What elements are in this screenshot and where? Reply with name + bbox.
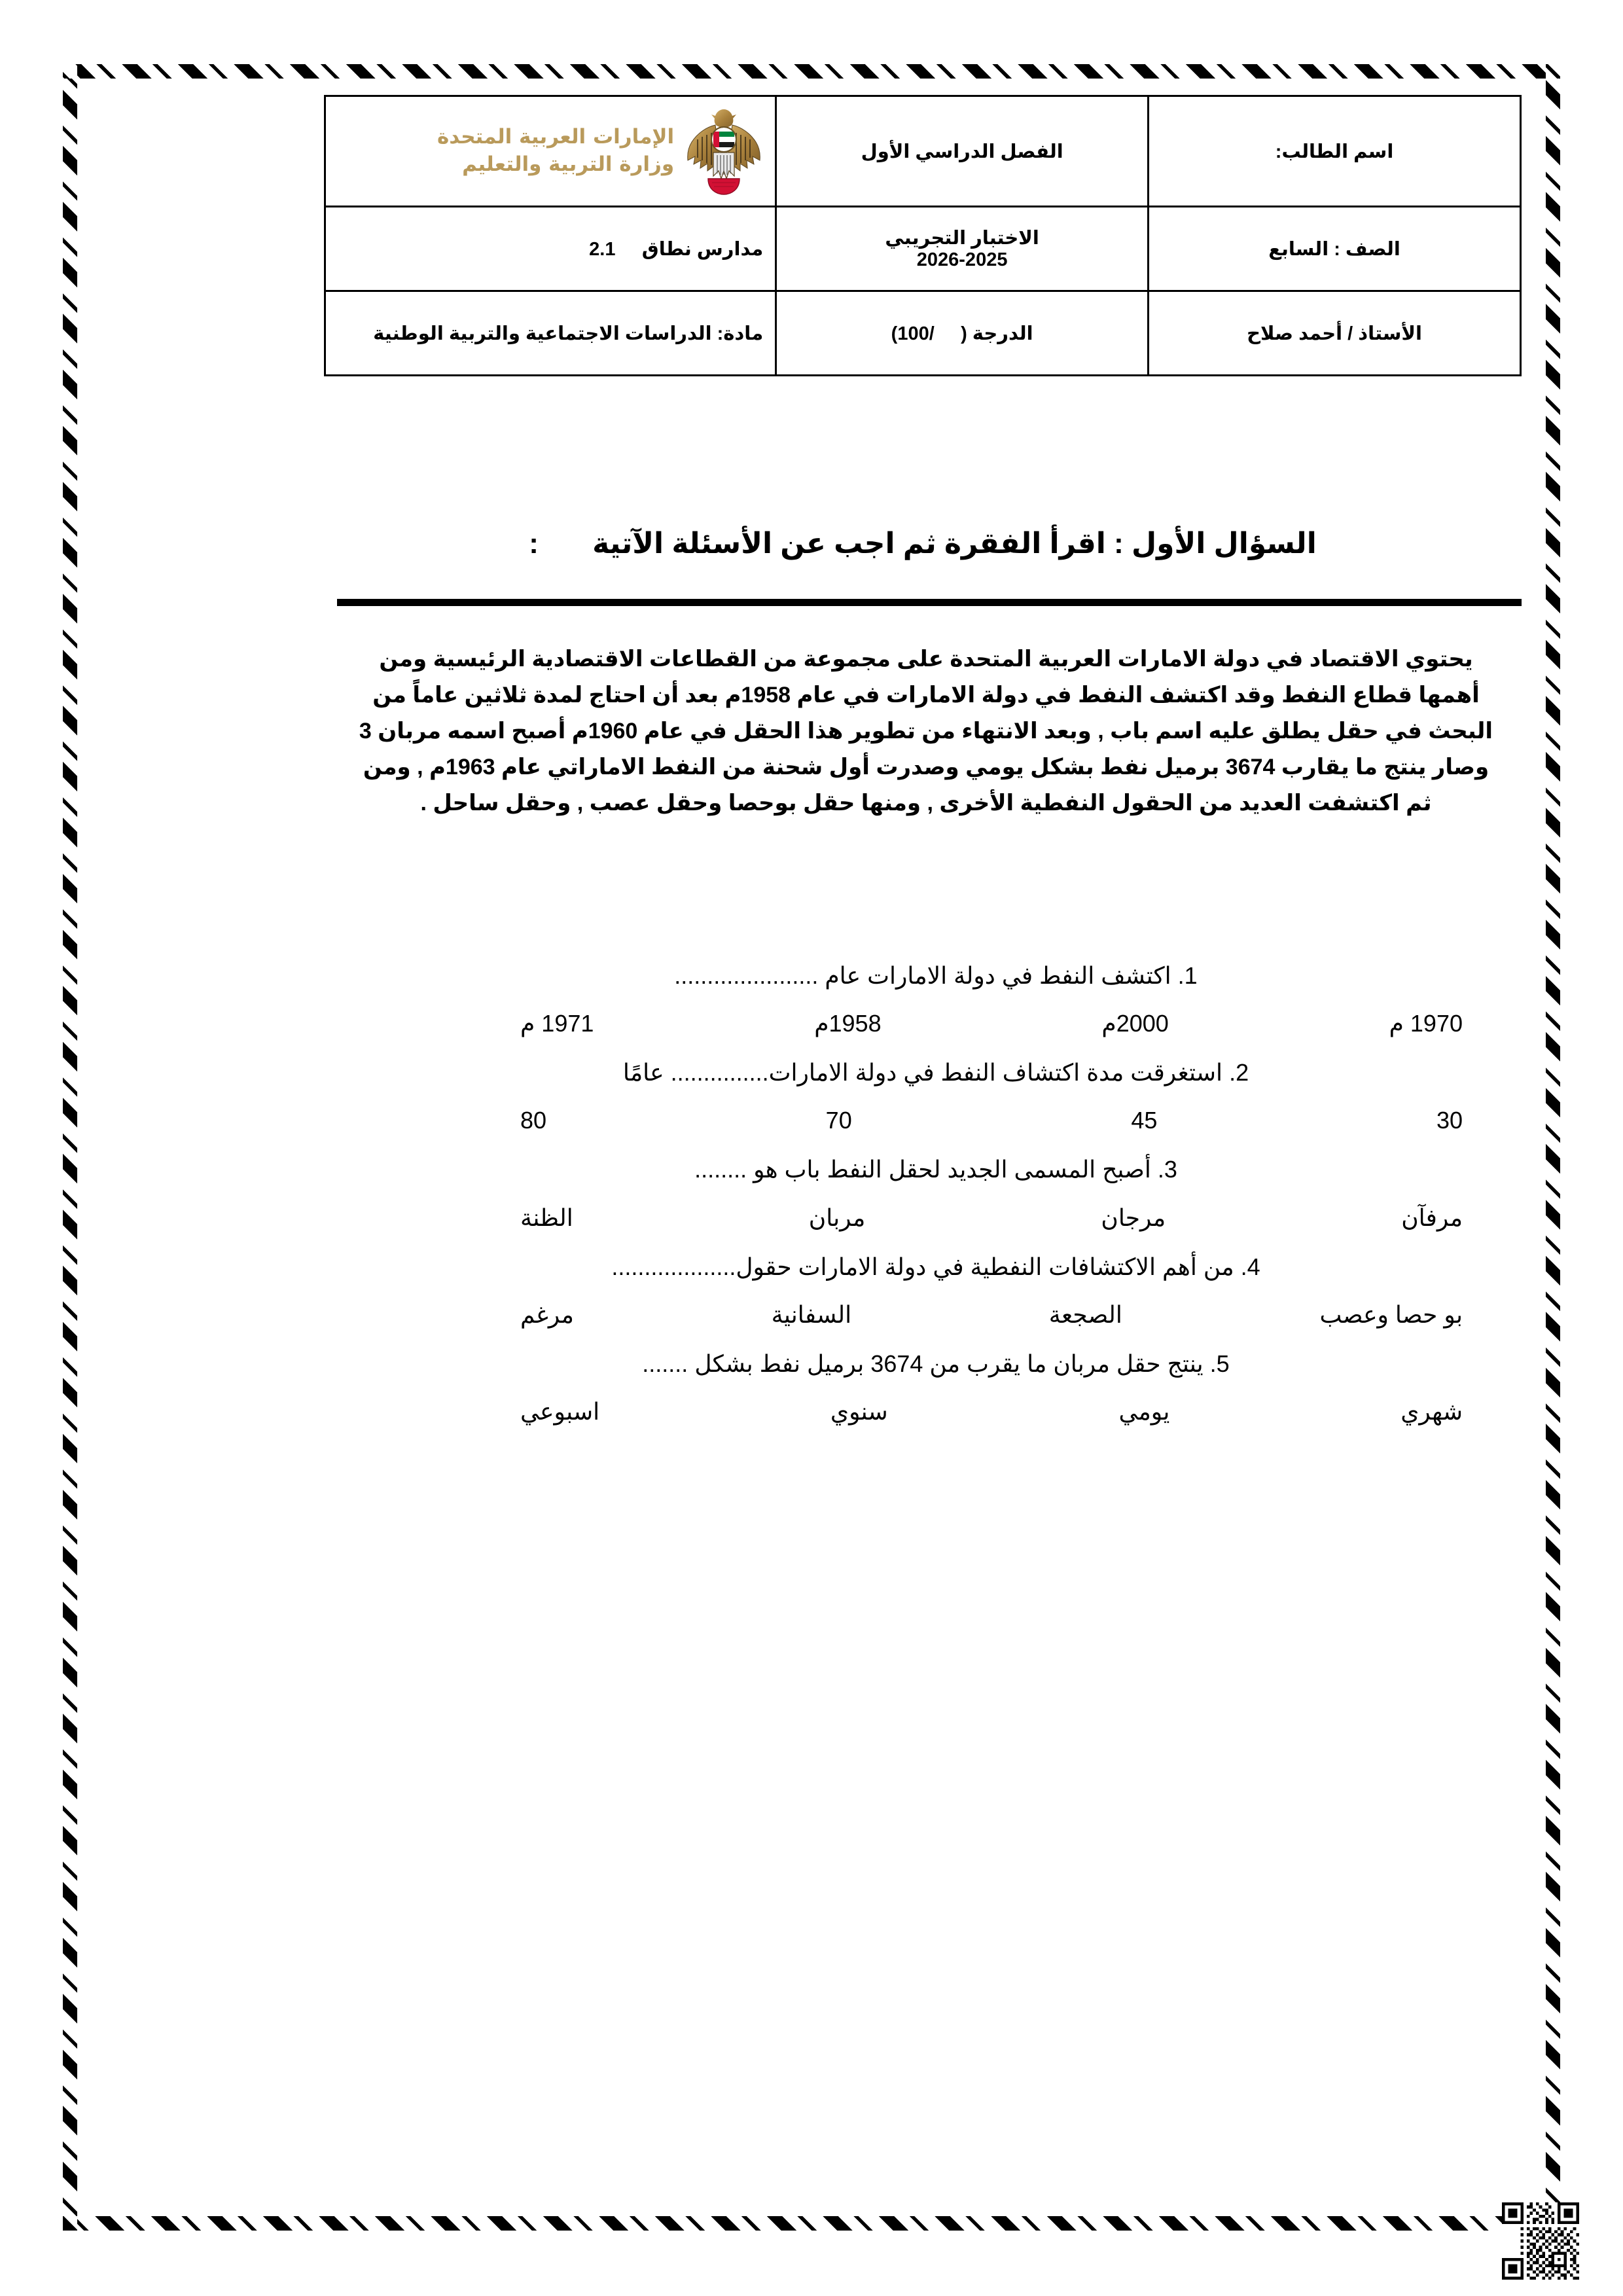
- question-item: [344, 1153, 1502, 1238]
- question-text: [344, 1153, 1502, 1187]
- grade-label: الصف :: [1334, 238, 1400, 260]
- question-body: استغرقت مدة اكتشاف النفط في دولة الامارات............... عامًا: [622, 1059, 1223, 1086]
- option-choice[interactable]: اسبوعي: [520, 1397, 600, 1425]
- grade-value: السابع: [1268, 238, 1329, 260]
- question-number: 4.: [1240, 1253, 1260, 1280]
- question-number: 5.: [1209, 1350, 1230, 1377]
- question-number: 1.: [1177, 962, 1198, 989]
- option-choice[interactable]: 30: [1436, 1107, 1463, 1134]
- section-title: [324, 527, 1522, 560]
- question-body: اكتشف النفط في دولة الامارات عام ......................: [674, 962, 1171, 989]
- option-choice[interactable]: سنوي: [830, 1397, 888, 1425]
- header-row-3: [325, 291, 1521, 376]
- question-text: [344, 1250, 1502, 1284]
- mark-label: الدرجة (: [961, 323, 1033, 344]
- school-zone-cell: [325, 207, 776, 291]
- exam-name-cell: [776, 207, 1149, 291]
- question-text: [344, 1056, 1502, 1090]
- question-options: [344, 1187, 1502, 1238]
- ministry-logo-cell: [325, 96, 776, 207]
- semester-cell: [776, 96, 1149, 207]
- subject-cell: [325, 291, 776, 376]
- teacher-cell: [1149, 291, 1521, 376]
- option-choice[interactable]: 1970 م: [1389, 1010, 1463, 1037]
- question-text: [344, 1347, 1502, 1381]
- option-choice[interactable]: الظنة: [520, 1204, 573, 1231]
- question-item: [344, 1250, 1502, 1335]
- question-item: [344, 959, 1502, 1044]
- question-options: [344, 993, 1502, 1044]
- option-choice[interactable]: 80: [520, 1107, 547, 1134]
- student-name-label: اسم الطالب:: [1275, 141, 1394, 162]
- option-choice[interactable]: مربان: [808, 1204, 866, 1231]
- option-choice[interactable]: مرفآن: [1401, 1204, 1463, 1231]
- uae-falcon-emblem-icon: [685, 105, 763, 197]
- academic-year-label: 2026-2025: [916, 249, 1008, 270]
- header-row-1: [325, 96, 1521, 207]
- school-zone-text: [338, 238, 763, 260]
- section-title-rule: [337, 599, 1522, 606]
- student-name-cell: [1149, 96, 1521, 207]
- question-options: [344, 1090, 1502, 1141]
- question-options: [344, 1284, 1502, 1335]
- ministry-logo: [338, 105, 763, 197]
- grade-cell: [1149, 207, 1521, 291]
- option-choice[interactable]: 70: [825, 1107, 852, 1134]
- mark-cell: [776, 291, 1149, 376]
- option-choice[interactable]: السفانية: [771, 1300, 852, 1328]
- option-choice[interactable]: 1971 م: [520, 1010, 594, 1037]
- option-choice[interactable]: 45: [1131, 1107, 1158, 1134]
- school-zone-label: مدارس نطاق: [641, 238, 764, 260]
- question-options: [344, 1381, 1502, 1432]
- header-row-2: [325, 207, 1521, 291]
- option-choice[interactable]: يومي: [1118, 1397, 1170, 1425]
- ministry-logo-line-1: الإمارات العربية المتحدة: [437, 125, 675, 149]
- option-choice[interactable]: مرجان: [1101, 1204, 1166, 1231]
- exam-header-table: [324, 95, 1522, 376]
- option-choice[interactable]: مرغم: [520, 1300, 574, 1328]
- option-choice[interactable]: شهري: [1400, 1397, 1463, 1425]
- section-title-colon: :: [529, 528, 539, 560]
- semester-label: الفصل الدراسي الأول: [861, 141, 1063, 162]
- exam-name-label: الاختبار التجريبي: [885, 228, 1039, 249]
- qr-code[interactable]: [1502, 2202, 1579, 2280]
- school-zone-number: 2.1: [589, 238, 616, 260]
- question-item: [344, 1056, 1502, 1141]
- option-choice[interactable]: الصجعة: [1048, 1300, 1122, 1328]
- section-title-text: السؤال الأول : اقرأ الفقرة ثم اجب عن الأسئلة الآتية: [592, 528, 1317, 560]
- reading-passage: يحتوي الاقتصاد في دولة الامارات العربية المتحدة على مجموعة من القطاعات الاقتصادية الرئيسية ومن أهمها قطاع النفط وقد اكتشف النفط في دولة الامارات في عام 1958م بعد أن احتاج لمدة ثلاثين عاماً من البحث في حقل يطلق عليه اسم باب , وبعد الانتهاء من تطوير هذا الحقل في عام 1960م أصبح اسمه مربان 3 وصار ينتج ما يقارب 3674 برميل نفط بشكل يومي وصدرت أول شحنة من النفط الاماراتي عام 1963م , ومن ثم اكتشفت العديد من الحقول النفطية الأخرى , ومنها حقل بوحصا وحقل عصب , وحقل ساحل .: [359, 647, 1493, 816]
- question-body: أصبح المسمى الجديد لحقل النفط باب هو ........: [694, 1156, 1151, 1183]
- option-choice[interactable]: 1958م: [814, 1010, 882, 1037]
- option-choice[interactable]: 2000م: [1101, 1010, 1169, 1037]
- teacher-label: الأستاذ / أحمد صلاح: [1247, 323, 1422, 344]
- ministry-logo-text: [437, 126, 674, 176]
- question-number: 2.: [1229, 1059, 1249, 1086]
- question-number: 3.: [1157, 1156, 1177, 1183]
- ministry-logo-line-2: وزارة التربية والتعليم: [462, 152, 675, 176]
- question-text: [344, 959, 1502, 993]
- grade-text: [1161, 238, 1508, 260]
- question-body: من أهم الاكتشافات النفطية في دولة الامارات حقول...................: [611, 1253, 1234, 1280]
- question-body: ينتج حقل مربان ما يقرب من 3674 برميل نفط بشكل .......: [642, 1350, 1204, 1377]
- option-choice[interactable]: بو حصا وعصب: [1319, 1300, 1463, 1328]
- subject-label: مادة: الدراسات الاجتماعية والتربية الوطنية: [373, 323, 764, 344]
- mark-total: /100): [891, 323, 935, 344]
- questions-list: [344, 959, 1502, 1444]
- question-item: [344, 1347, 1502, 1432]
